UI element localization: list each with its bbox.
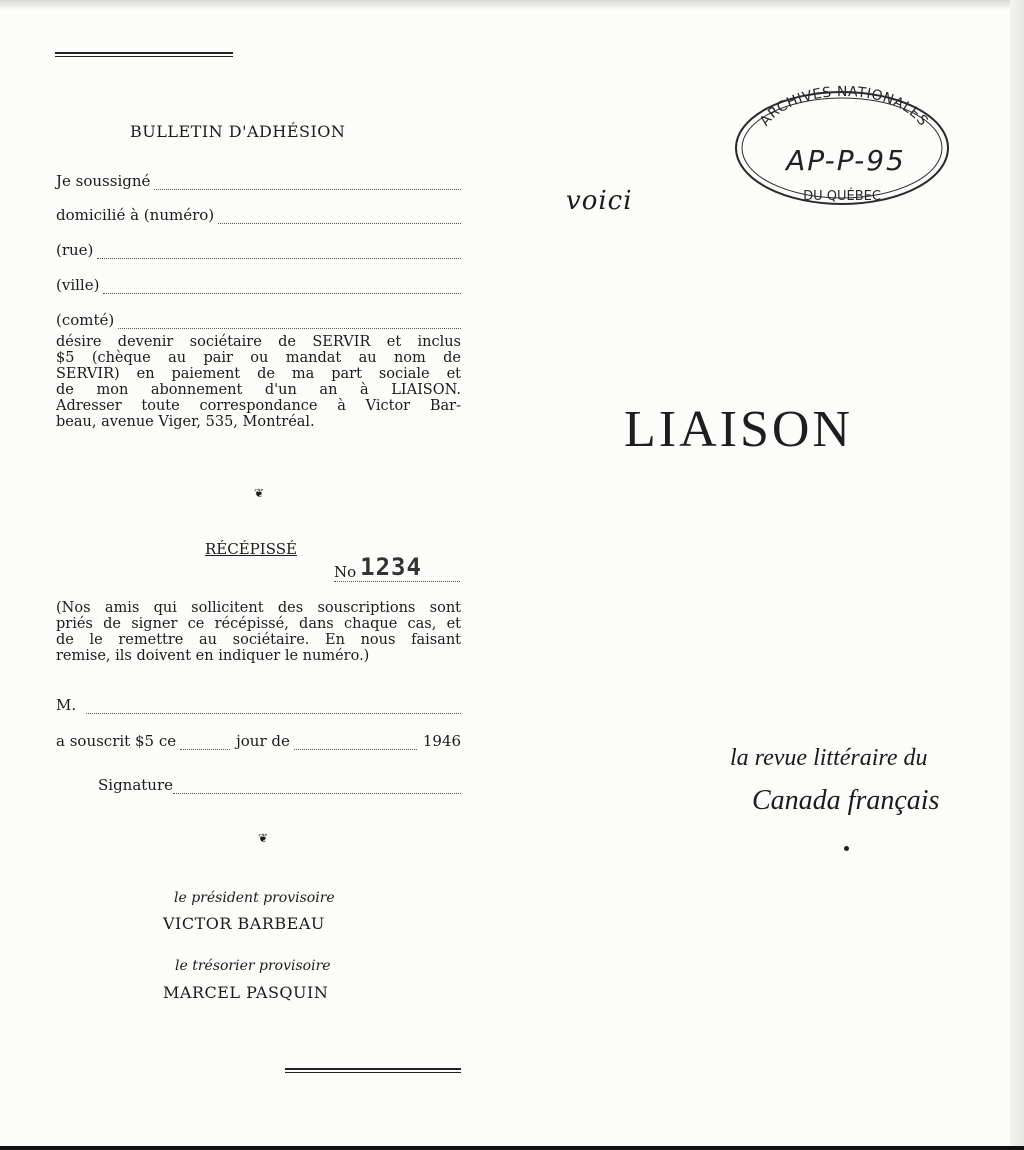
signature-dots <box>173 781 461 794</box>
jour-de-label: jour de <box>236 732 290 750</box>
top-left-rule <box>55 52 233 57</box>
subscribed-row[interactable] <box>56 732 461 750</box>
stamp-arc-text: ARCHIVES NATIONALES <box>756 83 932 130</box>
president-title: le président provisoire <box>174 890 335 906</box>
receipt-note-line: (Nos amis qui sollicitent des souscriptions sont <box>56 600 461 616</box>
ornament-icon: ❦ <box>258 831 269 845</box>
form-body-line: Adresser toute correspondance à Victor Bar- <box>56 398 461 414</box>
archives-stamp <box>730 82 954 212</box>
subtitle-line-2: Canada français <box>752 785 940 816</box>
rue-dots <box>97 246 461 259</box>
signature-label: Signature <box>98 776 174 794</box>
form-body-line: $5 (chèque au pair ou mandat au nom de <box>56 350 461 366</box>
ornament-icon: ❦ <box>254 486 265 500</box>
subtitle-line-1: la revue littéraire du <box>730 745 928 771</box>
rue-label: (rue) <box>56 241 94 259</box>
ville-dots <box>103 281 461 294</box>
comte-field[interactable] <box>56 311 461 329</box>
treasurer-name: MARCEL PASQUIN <box>163 983 329 1002</box>
receipt-note-line: de le remettre au sociétaire. En nous faisant <box>56 632 461 648</box>
month-dots <box>294 737 417 750</box>
rue-field[interactable] <box>56 241 461 259</box>
signature-field[interactable] <box>98 776 461 794</box>
m-dots <box>86 701 461 714</box>
form-body-line: désire devenir sociétaire de SERVIR et inclus <box>56 334 461 350</box>
scan-bottom-bar <box>0 1146 1024 1150</box>
comte-label: (comté) <box>56 311 115 329</box>
receipt-note-line: priés de signer ce récépissé, dans chaque cas, et <box>56 616 461 632</box>
form-body-line: de mon abonnement d'un an à LIAISON. <box>56 382 461 398</box>
receipt-number-row <box>334 553 460 582</box>
scan-right-edge <box>1010 0 1024 1150</box>
subscribed-label: a souscrit $5 ce <box>56 732 177 750</box>
scan-top-edge <box>0 0 1024 10</box>
stamp-code: AP-P-95 <box>786 144 906 177</box>
soussigne-field[interactable] <box>56 172 461 190</box>
stamp-bottom-text: DU QUÉBEC <box>803 189 881 204</box>
receipt-number: 1234 <box>360 553 422 581</box>
soussigne-dots <box>154 177 461 190</box>
form-body-line: SERVIR) en paiement de ma part sociale et <box>56 366 461 382</box>
year-label: 1946 <box>422 732 461 750</box>
domicile-dots <box>218 211 461 224</box>
treasurer-title: le trésorier provisoire <box>175 958 331 974</box>
form-title: BULLETIN D'ADHÉSION <box>130 122 346 141</box>
m-label: M. <box>56 696 77 714</box>
receipt-number-prefix: No <box>334 563 357 581</box>
m-field[interactable] <box>56 696 461 714</box>
domicile-field[interactable] <box>56 206 461 224</box>
form-body-line: beau, avenue Viger, 535, Montréal. <box>56 414 315 430</box>
domicile-label: domicilié à (numéro) <box>56 206 215 224</box>
voici-text: voici <box>566 186 633 216</box>
bottom-rule <box>285 1068 461 1073</box>
receipt-note-line: remise, ils doivent en indiquer le numéro.) <box>56 648 370 664</box>
receipt-title: RÉCÉPISSÉ <box>205 540 297 558</box>
day-dots <box>180 737 230 750</box>
soussigne-label: Je soussigné <box>56 172 151 190</box>
ville-label: (ville) <box>56 276 100 294</box>
president-name: VICTOR BARBEAU <box>163 914 325 933</box>
liaison-title: LIAISON <box>624 401 853 458</box>
bullet-dot <box>844 846 849 851</box>
comte-dots <box>118 316 461 329</box>
ville-field[interactable] <box>56 276 461 294</box>
